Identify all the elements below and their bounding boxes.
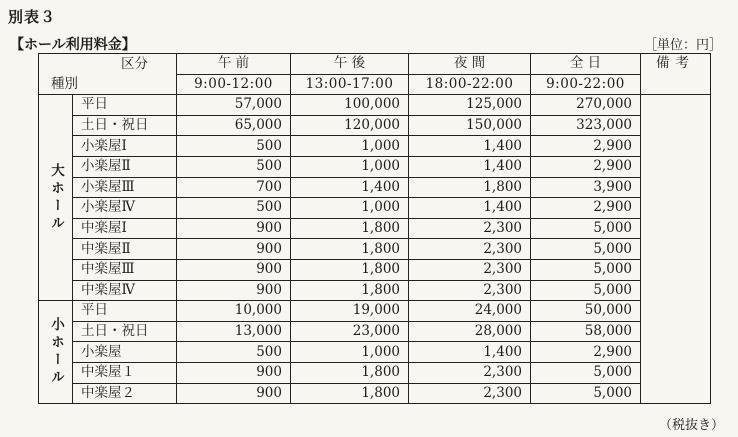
col-header-fullday: 全 日 [531,54,641,75]
fee-cell: 1,400 [291,177,409,198]
group-label: 小ホール [39,301,73,404]
fee-cell: 1,800 [291,218,409,239]
fee-cell: 2,900 [531,342,641,363]
fee-cell: 1,800 [409,177,531,198]
fee-cell: 2,300 [409,280,531,301]
type-cell: 小楽屋Ⅳ [73,198,177,219]
fee-cell: 2,300 [409,383,531,404]
fee-cell: 1,800 [291,383,409,404]
fee-cell: 23,000 [291,321,409,342]
fee-cell: 5,000 [531,239,641,260]
fee-cell: 1,000 [291,198,409,219]
table-row [39,239,711,260]
table-row [39,115,711,136]
fee-table-body [39,54,711,404]
table-row [39,156,711,177]
group-label: 大ホール [39,95,73,301]
table-row [39,383,711,404]
fee-cell: 700 [177,177,291,198]
table-row [39,136,711,157]
table-row [39,177,711,198]
tax-note: （税抜き） [658,418,724,433]
fee-cell: 3,900 [531,177,641,198]
type-cell: 中楽屋１ [73,362,177,383]
fee-cell: 58,000 [531,321,641,342]
table-row [39,321,711,342]
fee-cell: 900 [177,362,291,383]
fee-cell: 270,000 [531,95,641,116]
type-cell: 小楽屋 [73,342,177,363]
fee-cell: 2,900 [531,156,641,177]
fee-cell: 2,300 [409,218,531,239]
fee-cell: 500 [177,198,291,219]
fee-cell: 150,000 [409,115,531,136]
table-row [39,95,711,116]
fee-cell: 900 [177,259,291,280]
fee-cell: 10,000 [177,301,291,322]
table-row [39,362,711,383]
fee-cell: 900 [177,280,291,301]
fee-cell: 5,000 [531,383,641,404]
corner-category-label: 区分 [39,54,177,75]
time-evening: 18:00-22:00 [409,74,531,95]
type-cell: 中楽屋Ⅰ [73,218,177,239]
fee-cell: 5,000 [531,280,641,301]
fee-cell: 28,000 [409,321,531,342]
type-cell: 中楽屋Ⅳ [73,280,177,301]
header-row-times [39,74,711,95]
header-row-names [39,54,711,75]
fee-cell: 1,400 [409,156,531,177]
type-cell: 中楽屋Ⅱ [73,239,177,260]
fee-cell: 500 [177,156,291,177]
corner-type-label: 種別 [39,74,177,95]
type-cell: 小楽屋Ⅲ [73,177,177,198]
fee-cell: 1,800 [291,259,409,280]
type-cell: 土日・祝日 [73,321,177,342]
fee-cell: 1,400 [409,198,531,219]
fee-cell: 5,000 [531,362,641,383]
col-header-morning: 午 前 [177,54,291,75]
type-cell: 小楽屋Ⅰ [73,136,177,157]
fee-cell: 1,400 [409,136,531,157]
fee-cell: 5,000 [531,218,641,239]
remarks-cell [641,95,711,404]
fee-cell: 2,900 [531,198,641,219]
time-morning: 9:00-12:00 [177,74,291,95]
fee-cell: 1,800 [291,239,409,260]
fee-cell: 120,000 [291,115,409,136]
page-heading: 別表３ [8,8,57,26]
fee-cell: 2,900 [531,136,641,157]
table-row [39,280,711,301]
type-cell: 小楽屋Ⅱ [73,156,177,177]
fee-cell: 100,000 [291,95,409,116]
fee-cell: 50,000 [531,301,641,322]
type-cell: 平日 [73,95,177,116]
fee-cell: 1,000 [291,342,409,363]
fee-cell: 900 [177,383,291,404]
fee-cell: 900 [177,239,291,260]
fee-cell: 1,400 [409,342,531,363]
fee-cell: 2,300 [409,259,531,280]
fee-cell: 19,000 [291,301,409,322]
time-fullday: 9:00-22:00 [531,74,641,95]
fee-cell: 65,000 [177,115,291,136]
col-header-evening: 夜 間 [409,54,531,75]
fee-cell: 500 [177,136,291,157]
fee-cell: 323,000 [531,115,641,136]
table-row [39,218,711,239]
fee-cell: 500 [177,342,291,363]
type-cell: 土日・祝日 [73,115,177,136]
type-cell: 中楽屋２ [73,383,177,404]
type-cell: 中楽屋Ⅲ [73,259,177,280]
fee-cell: 13,000 [177,321,291,342]
fee-cell: 1,800 [291,362,409,383]
hall-fee-table [38,53,711,404]
fee-cell: 2,300 [409,239,531,260]
table-row [39,259,711,280]
fee-cell: 900 [177,218,291,239]
table-row [39,342,711,363]
fee-cell: 1,000 [291,156,409,177]
table-title: 【ホール利用料金】 [10,37,136,53]
type-cell: 平日 [73,301,177,322]
fee-cell: 5,000 [531,259,641,280]
fee-cell: 57,000 [177,95,291,116]
col-header-remarks: 備考 [641,54,711,95]
fee-cell: 125,000 [409,95,531,116]
fee-cell: 1,000 [291,136,409,157]
fee-cell: 24,000 [409,301,531,322]
time-afternoon: 13:00-17:00 [291,74,409,95]
fee-cell: 1,800 [291,280,409,301]
table-row [39,301,711,322]
fee-cell: 2,300 [409,362,531,383]
col-header-afternoon: 午 後 [291,54,409,75]
table-row [39,198,711,219]
unit-label: ［単位：円］ [643,38,722,53]
